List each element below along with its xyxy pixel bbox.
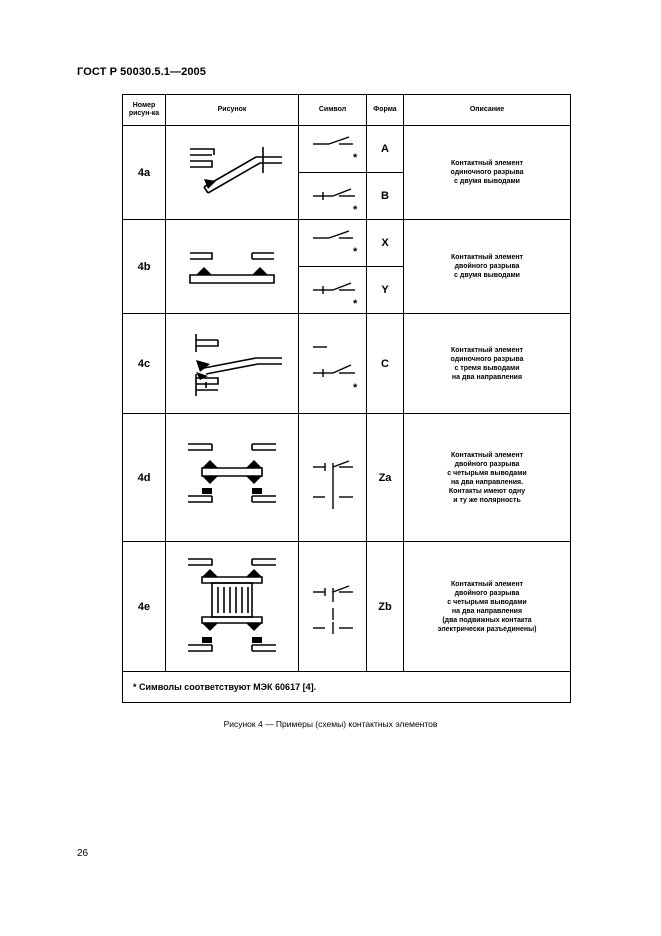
description-line: с четырьмя выводами (447, 598, 527, 606)
description-line: одиночного разрыва (450, 355, 524, 363)
symbol-Zb (299, 542, 367, 672)
figure-number: 4e (123, 542, 166, 672)
figure-number: 4b (123, 220, 166, 314)
symbol-asterisk: * (352, 204, 357, 216)
description-line: Контактный элемент (450, 254, 524, 261)
description-4a (404, 126, 571, 220)
single-break-three-terminal-drawing (182, 324, 282, 404)
picture-4c (166, 314, 299, 414)
description-line: на два направления (451, 373, 523, 381)
description-line: двойного разрыва (454, 589, 520, 597)
form-X: X (367, 220, 404, 267)
contact-symbol-c (303, 329, 363, 399)
description-line: двойного разрыва (454, 460, 520, 468)
description-line: на два направления. (450, 478, 524, 486)
description-line: с двумя выводами (454, 272, 520, 279)
document-id: ГОСТ Р 50030.5.1—2005 (77, 66, 206, 78)
symbol-asterisk: * (352, 381, 357, 394)
symbol-A (299, 126, 367, 173)
description-line: с тремя выводами (454, 364, 520, 372)
symbol-asterisk: * (352, 246, 357, 258)
figure-number: 4d (123, 414, 166, 542)
description-line: одиночного разрыва (450, 169, 524, 176)
description-4e (404, 542, 571, 672)
table-row (123, 314, 571, 414)
form-Zb: Zb (367, 542, 404, 672)
form-Y: Y (367, 267, 404, 314)
description-line: Контактный элемент (450, 346, 524, 354)
table-row (123, 126, 571, 173)
symbol-X (299, 220, 367, 267)
description-line: электрически разъединены) (437, 625, 537, 633)
symbol-Za (299, 414, 367, 542)
symbol-Y (299, 267, 367, 314)
description-line: двойного разрыва (454, 263, 520, 270)
contact-symbol-a (303, 129, 363, 169)
col-header-number: Номер рисун-ка (123, 95, 166, 126)
form-B: B (367, 173, 404, 220)
description-line: Контакты имеют одну (448, 487, 526, 495)
contact-symbol-y (303, 270, 363, 310)
symbol-B (299, 173, 367, 220)
single-break-two-terminal-drawing (182, 141, 282, 205)
description-4b (404, 220, 571, 314)
double-break-two-terminal-drawing (182, 237, 282, 297)
symbol-asterisk: * (352, 298, 357, 310)
table-row (123, 542, 571, 672)
picture-4e (166, 542, 299, 672)
symbol-C (299, 314, 367, 414)
figure-caption: Рисунок 4 — Примеры (схемы) контактных элементов (223, 719, 438, 729)
contact-elements-table (122, 94, 571, 703)
description-4d (404, 414, 571, 542)
double-break-four-terminal-separated-drawing (182, 549, 282, 665)
contact-symbol-b (303, 176, 363, 216)
picture-4d (166, 414, 299, 542)
contact-symbol-zb (303, 562, 363, 652)
symbol-asterisk: * (352, 152, 357, 164)
description-line: с двумя выводами (454, 178, 520, 185)
description-line: Контактный элемент (450, 451, 524, 459)
table-footnote: * Символы соответствуют МЭК 60617 [4]. (123, 672, 571, 703)
contact-symbol-za (303, 433, 363, 523)
col-header-symbol: Символ (299, 95, 367, 126)
picture-4a (166, 126, 299, 220)
double-break-four-terminal-drawing (182, 428, 282, 528)
picture-4b (166, 220, 299, 314)
description-line: Контактный элемент (450, 160, 524, 167)
table-header-row (123, 95, 571, 126)
col-header-form: Форма (367, 95, 404, 126)
form-Za: Za (367, 414, 404, 542)
footnote-row (123, 672, 571, 703)
description-line: с четырьмя выводами (447, 469, 527, 477)
description-line: (два подвижных контакта (442, 616, 532, 624)
description-4c (404, 314, 571, 414)
description-line: и ту же полярность (453, 496, 521, 504)
form-A: A (367, 126, 404, 173)
page-number: 26 (77, 848, 89, 859)
col-header-picture: Рисунок (166, 95, 299, 126)
col-header-description: Описание (404, 95, 571, 126)
figure-number: 4a (123, 126, 166, 220)
table-row (123, 414, 571, 542)
form-C: C (367, 314, 404, 414)
figure-number: 4c (123, 314, 166, 414)
description-line: на два направления (451, 607, 523, 615)
contact-symbol-x (303, 223, 363, 263)
description-line: Контактный элемент (450, 580, 524, 588)
table-row (123, 220, 571, 267)
